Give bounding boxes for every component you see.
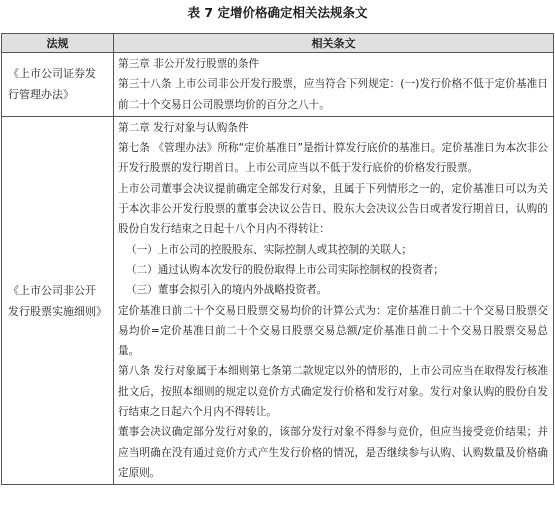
law-name-cell: 《上市公司非公开发行股票实施细则》 — [2, 116, 114, 484]
regulations-table — [1, 33, 554, 485]
provision-list-item: （二）通过认购本次发行的股份取得上市公司实际控制权的投资者； — [126, 263, 444, 276]
provision-paragraph: 第三章 非公开发行股票的条件 — [118, 58, 260, 70]
provision-list-item: （一）上市公司的控股股东、实际控制人或其控制的关联人； — [126, 243, 413, 256]
provisions-cell — [114, 53, 554, 117]
header-provisions: 相关条文 — [114, 34, 554, 53]
provision-paragraph: 董事会决议确定部分发行对象的，该部分发行对象不得参与竞价，但应当接受竞价结果；并应当明确在没有通过竞价方式产生发行价格的情况，是否继续参与认购、认购数量及价格确定原则。 — [118, 426, 548, 479]
provision-paragraph: 第三十八条 上市公司非公开发行股票，应当符合下列规定：(一)发行价格不低于定价基准日前二十个交易日公司股票均价的百分之八十。 — [118, 78, 548, 111]
table-row — [2, 53, 554, 117]
provision-paragraph: 上市公司董事会决议提前确定全部发行对象，且属于下列情形之一的，定价基准日可以为关于本次非公开发行股票的董事会决议公告日、股东大会决议公告日或者发行期首日，认购的股份自发行结束之日起十八个月内不得转让： — [118, 182, 548, 236]
provision-paragraph: 第八条 发行对象属于本细则第七条第二款规定以外的情形的，上市公司应当在取得发行核准批文后，按照本细则的规定以竞价方式确定发行价格和发行对象。发行对象认购的股份自发行结束之日起六个月内不得转让。 — [118, 365, 548, 419]
header-law: 法规 — [2, 34, 114, 53]
table-row — [2, 116, 554, 484]
provision-paragraph: 第七条 《管理办法》所称“定价基准日”是指计算发行底价的基准日。定价基准日为本次非公开发行股票的发行期首日。上市公司应当以不低于发行底价的价格发行股票。 — [118, 142, 548, 175]
provision-paragraph: 定价基准日前二十个交易日股票交易均价的计算公式为：定价基准日前二十个交易日股票交易均价=定价基准日前二十个交易日股票交易总额/定价基准日前二十个交易日股票交易总量。 — [118, 304, 548, 358]
provisions-cell — [114, 116, 554, 484]
table-caption: 表 7 定增价格确定相关法规条文 — [187, 5, 368, 20]
provision-list-item: （三）董事会拟引入的境内外战略投资者。 — [126, 284, 328, 297]
provision-paragraph: 第二章 发行对象与认购条件 — [118, 121, 249, 134]
table-header-row — [2, 34, 554, 53]
law-name-cell: 《上市公司证券发行管理办法》 — [2, 53, 114, 117]
